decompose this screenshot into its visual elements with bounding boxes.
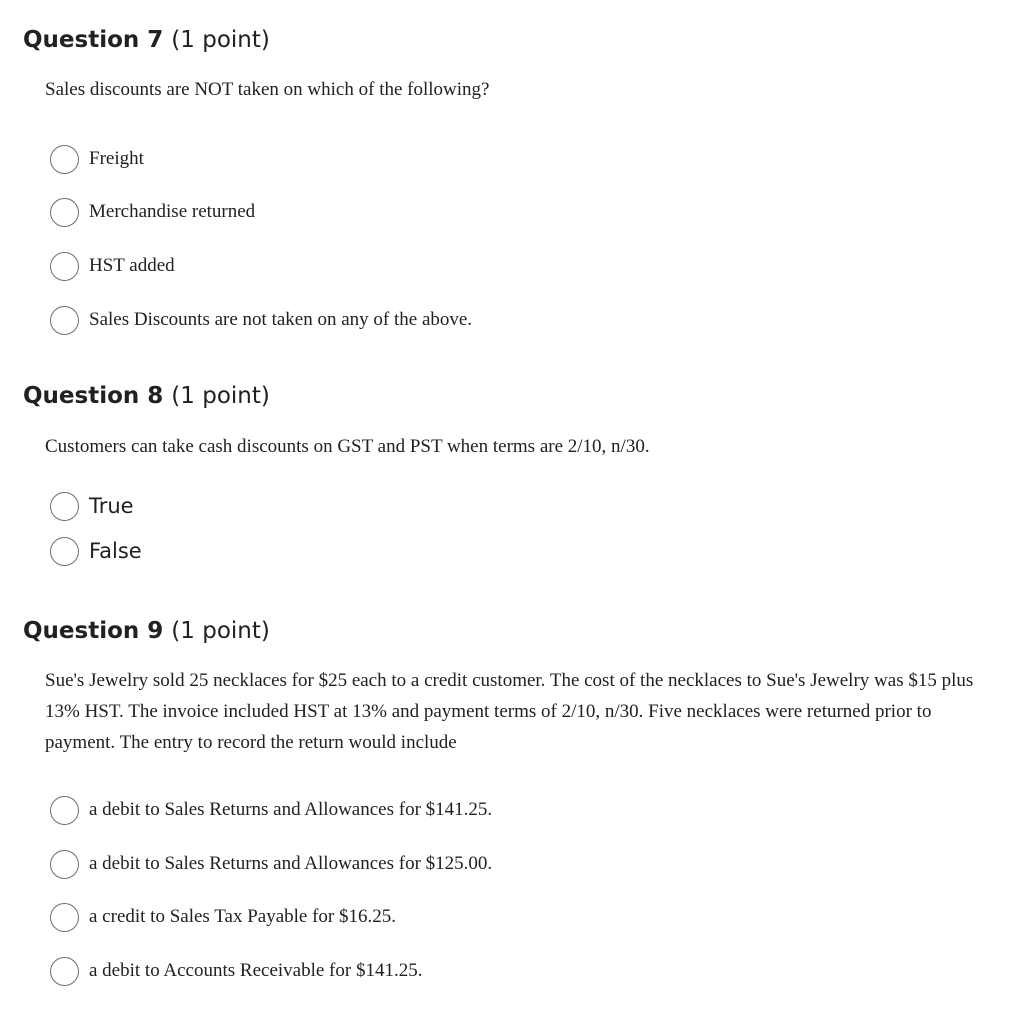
- option-label: a debit to Sales Returns and Allowances for $141.25.: [89, 799, 493, 820]
- question-7-heading: [23, 25, 270, 55]
- question-7-option-merchandise-returned[interactable]: [50, 196, 255, 228]
- radio-button[interactable]: [50, 796, 79, 825]
- question-9-text: Sue's Jewelry sold 25 necklaces for $25 each to a credit customer. The cost of the necklaces to Sue's Jewelry was $15 plus 13% HST. The invoice included HST at 13% and payment terms of 2/10, n/30. Five necklaces were returned prior to payment. The entry to record the return would include: [45, 670, 974, 753]
- question-9-option-c[interactable]: [50, 901, 396, 933]
- question-label: Question 8: [23, 383, 164, 409]
- question-9-heading: [23, 616, 270, 646]
- question-8-heading: [23, 381, 270, 411]
- radio-button[interactable]: [50, 145, 79, 174]
- question-label: Question 7: [23, 27, 164, 53]
- option-label: False: [89, 539, 142, 563]
- question-8-text: Customers can take cash discounts on GST and PST when terms are 2/10, n/30.: [45, 436, 650, 457]
- question-7-option-freight[interactable]: [50, 143, 144, 175]
- question-8-option-false[interactable]: [50, 535, 142, 567]
- radio-button[interactable]: [50, 537, 79, 566]
- radio-button[interactable]: [50, 252, 79, 281]
- question-7-option-hst-added[interactable]: [50, 250, 175, 282]
- question-9-option-a[interactable]: [50, 794, 492, 826]
- question-7-text: Sales discounts are NOT taken on which of the following?: [45, 79, 490, 100]
- option-label: a debit to Accounts Receivable for $141.25.: [89, 960, 423, 981]
- option-label: Sales Discounts are not taken on any of the above.: [89, 309, 473, 330]
- option-label: Merchandise returned: [89, 201, 256, 222]
- question-label: Question 9: [23, 618, 164, 644]
- question-9-option-b[interactable]: [50, 848, 492, 880]
- radio-button[interactable]: [50, 198, 79, 227]
- question-9-option-d[interactable]: [50, 955, 422, 987]
- question-7-option-none[interactable]: [50, 304, 472, 336]
- radio-button[interactable]: [50, 903, 79, 932]
- option-label: Freight: [89, 148, 144, 169]
- radio-button[interactable]: [50, 957, 79, 986]
- option-label: True: [89, 494, 134, 518]
- radio-button[interactable]: [50, 306, 79, 335]
- question-points: (1 point): [171, 618, 270, 644]
- radio-button[interactable]: [50, 492, 79, 521]
- option-label: HST added: [89, 255, 175, 276]
- radio-button[interactable]: [50, 850, 79, 879]
- question-points: (1 point): [171, 27, 270, 53]
- question-8-option-true[interactable]: [50, 490, 134, 522]
- option-label: a credit to Sales Tax Payable for $16.25.: [89, 906, 396, 927]
- question-points: (1 point): [171, 383, 270, 409]
- option-label: a debit to Sales Returns and Allowances for $125.00.: [89, 853, 493, 874]
